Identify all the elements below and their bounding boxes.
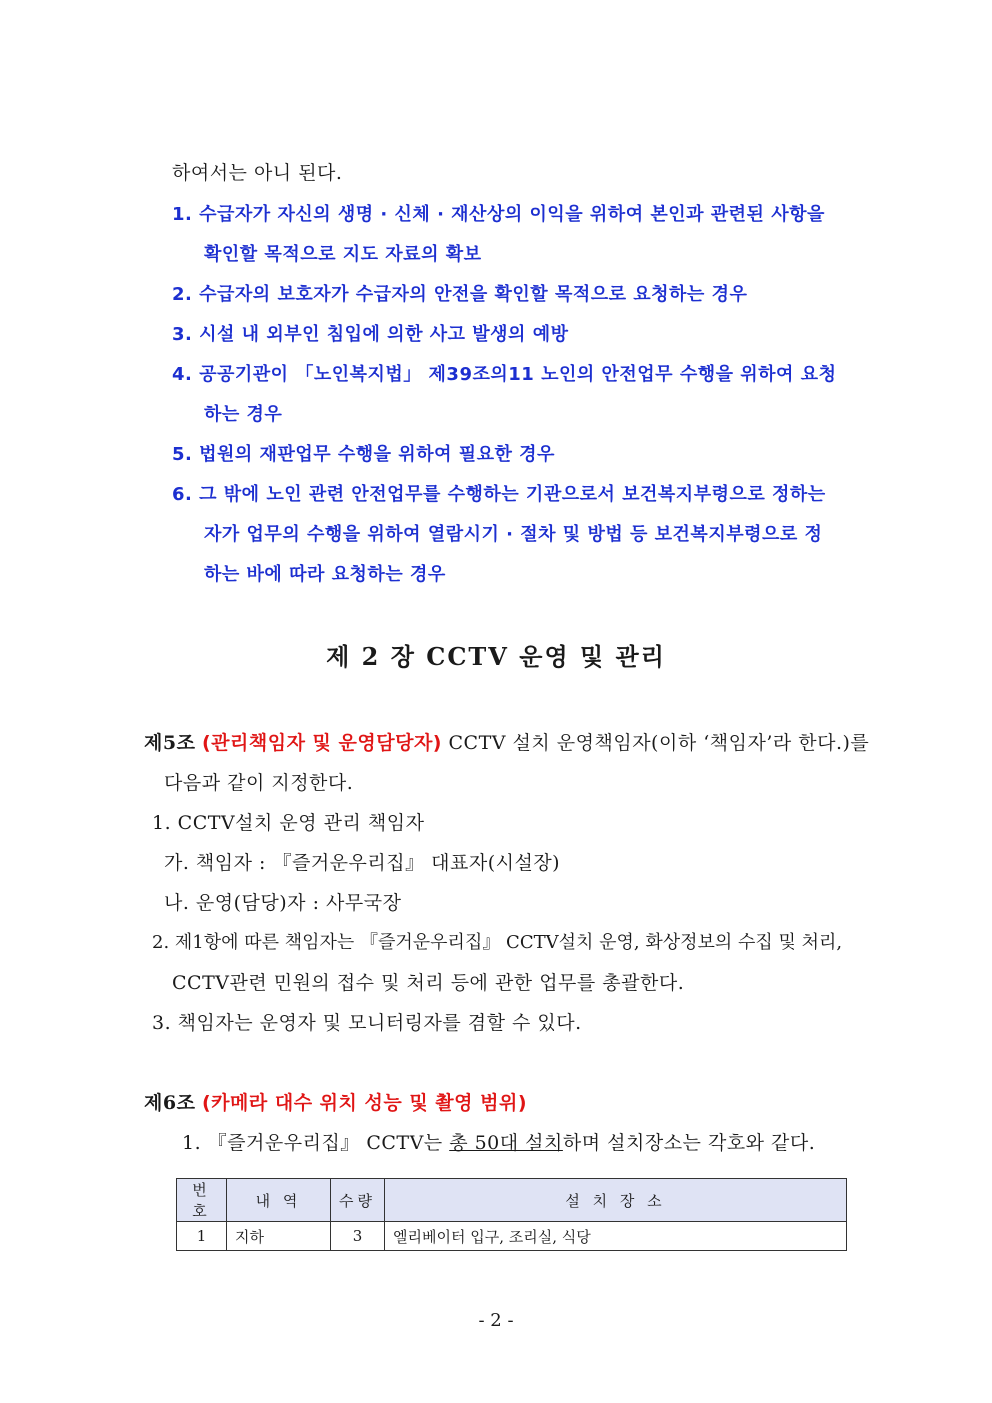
cell-location: 엘리베이터 입구, 조리실, 식당 [385, 1222, 847, 1251]
list-item-2: 2. 수급자의 보호자가 수급자의 안전을 확인할 목적으로 요청하는 경우 [172, 284, 748, 305]
article-5-title: (관리책임자 및 운영담당자) [201, 732, 442, 754]
article-6-para-1-pre: 1. 『즐거운우리집』 CCTV는 [182, 1132, 450, 1154]
article-6-title: (카메라 대수 위치 성능 및 촬영 범위) [201, 1092, 527, 1114]
camera-count: 총 50대 설치 [449, 1132, 563, 1154]
list-item-1: 1. 수급자가 자신의 생명 · 신체 · 재산상의 이익을 위하여 본인과 관련된 사항을 [172, 204, 825, 225]
camera-table [176, 1178, 847, 1251]
article-6-heading [144, 1090, 527, 1116]
list-item-4-cont: 하는 경우 [204, 404, 283, 425]
list-item-6-cont2: 하는 바에 따라 요청하는 경우 [204, 564, 446, 585]
article-6-para-1-post: 하며 설치장소는 각호와 같다. [562, 1132, 816, 1154]
list-item-4: 4. 공공기관이 「노인복지법」 제39조의11 노인의 안전업무 수행을 위하여 요청 [172, 364, 837, 385]
list-item-6: 6. 그 밖에 노인 관련 안전업무를 수행하는 기관으로서 보건복지부령으로 정하는 [172, 484, 826, 505]
header-location: 설 치 장 소 [385, 1179, 847, 1222]
list-item-1-cont: 확인할 목적으로 지도 자료의 확보 [204, 244, 482, 265]
article-5-body: CCTV 설치 운영책임자(이하 ‘책임자’라 한다.)를 [441, 732, 870, 754]
header-number: 번호 [177, 1179, 227, 1222]
article-5-para-2-cont: CCTV관련 민원의 접수 및 처리 등에 관한 업무를 총괄한다. [172, 972, 685, 994]
article-5-para-2: 2. 제1항에 따른 책임자는 『즐거운우리집』 CCTV설치 운영, 화상정보의 수집 및 처리, [152, 932, 843, 953]
header-description: 내 역 [227, 1179, 331, 1222]
chapter-title: 제 2 장 CCTV 운영 및 관리 [326, 642, 666, 671]
article-5-body-cont: 다음과 같이 지정한다. [164, 772, 354, 794]
article-5-para-1: 1. CCTV설치 운영 관리 책임자 [152, 812, 425, 834]
cell-quantity: 3 [331, 1222, 385, 1251]
table-header-row [177, 1179, 847, 1222]
cell-number: 1 [177, 1222, 227, 1251]
article-5-number: 제5조 [144, 732, 196, 754]
page-number: - 2 - [478, 1310, 514, 1331]
table-row [177, 1222, 847, 1251]
article-6-para-1 [182, 1130, 815, 1156]
article-5-item-ga: 가. 책임자 : 『즐거운우리집』 대표자(시설장) [164, 852, 561, 874]
article-5-item-na: 나. 운영(담당)자 : 사무국장 [164, 892, 402, 914]
list-item-3: 3. 시설 내 외부인 침입에 의한 사고 발생의 예방 [172, 324, 569, 345]
article-5-heading [144, 730, 869, 756]
article-6-number: 제6조 [144, 1092, 196, 1114]
list-item-5: 5. 법원의 재판업무 수행을 위하여 필요한 경우 [172, 444, 555, 465]
cell-description: 지하 [227, 1222, 331, 1251]
header-quantity: 수량 [331, 1179, 385, 1222]
article-5-para-3: 3. 책임자는 운영자 및 모니터링자를 겸할 수 있다. [152, 1012, 582, 1034]
list-item-6-cont1: 자가 업무의 수행을 위하여 열람시기 · 절차 및 방법 등 보건복지부령으로 정 [204, 524, 823, 545]
continued-line: 하여서는 아니 된다. [172, 162, 343, 184]
